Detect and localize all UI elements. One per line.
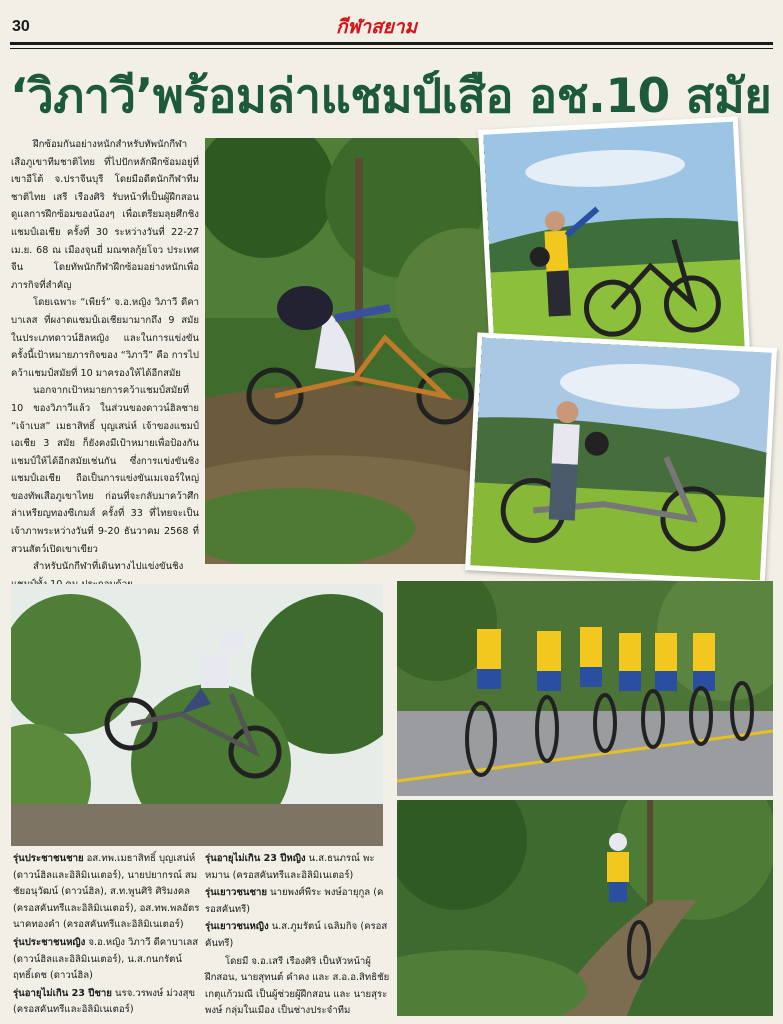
roster-entry [13,935,202,985]
roster-label: รุ่นเยาวชนชาย [205,887,267,899]
photo-rider-trail [397,800,773,1016]
article-paragraph: นอกจากเป้าหมายการคว้าแชมป์สมัยที่ 10 ของวิภาวีแล้ว ในส่วนของดาวน์ฮิลชาย “เจ้าเบส” เมธาสิทธิ์ บุญเสน่ห์ เจ้าของแชมป์เอเชีย 3 สมัย ก็ยังคงมีเป้าหมายเพื่อป้องกันแชมป์ให้ได้อีกสมัยเช่นกัน ซึ่งการแข่งขันชิงแชมป์เอเชีย ถือเป็นการแข่งขันเมเจอร์ใหญ่ของทัพเสือภูเขาไทย ก่อนที่จะกลับมาคว้าศึกล่าเหรียญทองซีเกมส์ ครั้งที่ 33 ที่ไทยจะเป็นเจ้าภาพระหว่างวันที่ 9-20 ธันวาคม 2568 ที่สวนสัตว์เปิดเขาเขียว [11,385,199,555]
article-body [11,136,199,593]
roster-text: โดยมี จ.อ.เสรี เรืองศิริ เป็นหัวหน้าผู้ฝึกสอน, นายสุทนต์ คำคง และ ส.อ.อ.สิทธิชัย เกตุแก้วมณี เป็นผู้ช่วยผู้ฝึกสอน และ นายสุระพงษ์ กลุ่มในเมือง เป็นช่างประจำทีม [205,955,390,1017]
photo-rider-jump [11,584,383,846]
roster-label: รุ่นเยาวชนหญิง [205,921,269,933]
roster-label: รุ่นประชาชนหญิง [13,936,86,948]
photo-rider-helmet [470,338,772,581]
photo-rider-waving [483,122,744,361]
roster-left [13,851,202,1020]
roster-text: นายพงศ์พีระ พงษ์อายุกูล (ครอสคันทรี) [205,887,384,915]
roster-text: นรจ.วรพงษ์ ม่วงสุข (ครอสคันทรีและอิลิมิเนเตอร์) [13,987,196,1016]
article-paragraph: ฝึกซ้อมกันอย่างหนักสำหรับทัพนักกีฬาเสือภูเขาทีมชาติไทย ที่ไปปักหลักฝึกซ้อมอยู่ที่เขาอีโต้ จ.ปราจีนบุรี โดยมีอดีตนักกีฬาทีมชาติไทย เสรี เรืองศิริ รับหน้าที่เป็นผู้ฝึกสอน ดูแลการฝึกซ้อมของน้องๆ เพื่อเตรียมลุยศึกชิงแชมป์เอเชีย ครั้งที่ 30 ระหว่างวันที่ 22-27 เม.ย. 68 ณ เมืองจุนยี่ มณฑลกุ้ยโจว ประเทศจีน โดยทัพนักกีฬาฝึกซ้อมอย่างหนักเพื่อภารกิจที่สำคัญ [11,139,199,291]
roster-entry [205,851,390,884]
photo-team-group [397,581,773,796]
roster-label: รุ่นประชาชนชาย [13,853,84,864]
roster-entry [13,986,202,1019]
page-number: 30 [12,18,30,35]
header-rule [10,42,773,45]
roster-right [205,851,390,1021]
roster-text: อส.ทพ.เมธาสิทธิ์ บุญเสน่ห์ (ดาวน์ฮิลและอิลิมิเนเตอร์), นายปยากรณ์ สมชัยอนุวัฒน์ (ดาวน์ฮิล), ส.ท.พูนศิริ ศิริมงคล (ครอสคันทรีและอิลิมิเนเตอร์), อส.ทพ.พลอัตร นาคทองคำ (ครอสคันทรีและอิลิมิเนเตอร์) [13,853,200,931]
section-title: กีฬาสยาม [336,16,418,38]
roster-text: จ.อ.หญิง วิภาวี ดีคาบาเลส (ดาวน์ฮิลและอิลิมิเนเตอร์), น.ส.กนกรัตน์ ฤทธิ์เดช (ดาวน์ฮิล) [13,936,199,982]
roster-entry [13,851,202,934]
photo-rider-cornering [205,138,497,564]
roster-text: น.ส.ธนภรณ์ พะหมาน (ครอสคันทรีและอิลิมิเนเตอร์) [205,853,375,881]
article-paragraph: โดยเฉพาะ “เพียร์” จ.อ.หญิง วิภาวี ดีคาบาเลส ที่ผงาดแชมป์เอเชียมามากถึง 9 สมัย ในประเภทดาวน์ฮิลหญิง และในการแข่งขันครั้งนี้เป้าหมายภารกิจของ “วิภาวี” คือ การไปคว้าแชมป์สมัยที่ 10 มาครองให้ได้อีกสมัย [11,297,199,379]
roster-entry [205,919,390,952]
headline: ‘วิภาวี’พร้อมล่าแชมป์เสือ อช.10 สมัย [10,69,772,124]
roster-entry [205,954,390,1020]
roster-label: รุ่นอายุไม่เกิน 23 ปีหญิง [205,853,306,864]
roster-entry [205,885,390,918]
roster-text: น.ส.ภูมรัตน์ เฉลิมกิจ (ครอสคันทรี) [205,921,388,949]
article-paragraph: สำหรับนักกีฬาที่เดินทางไปแข่งขันชิง [33,561,184,573]
roster-label: รุ่นอายุไม่เกิน 23 ปีชาย [13,987,112,999]
header-rule-thin [10,48,773,49]
